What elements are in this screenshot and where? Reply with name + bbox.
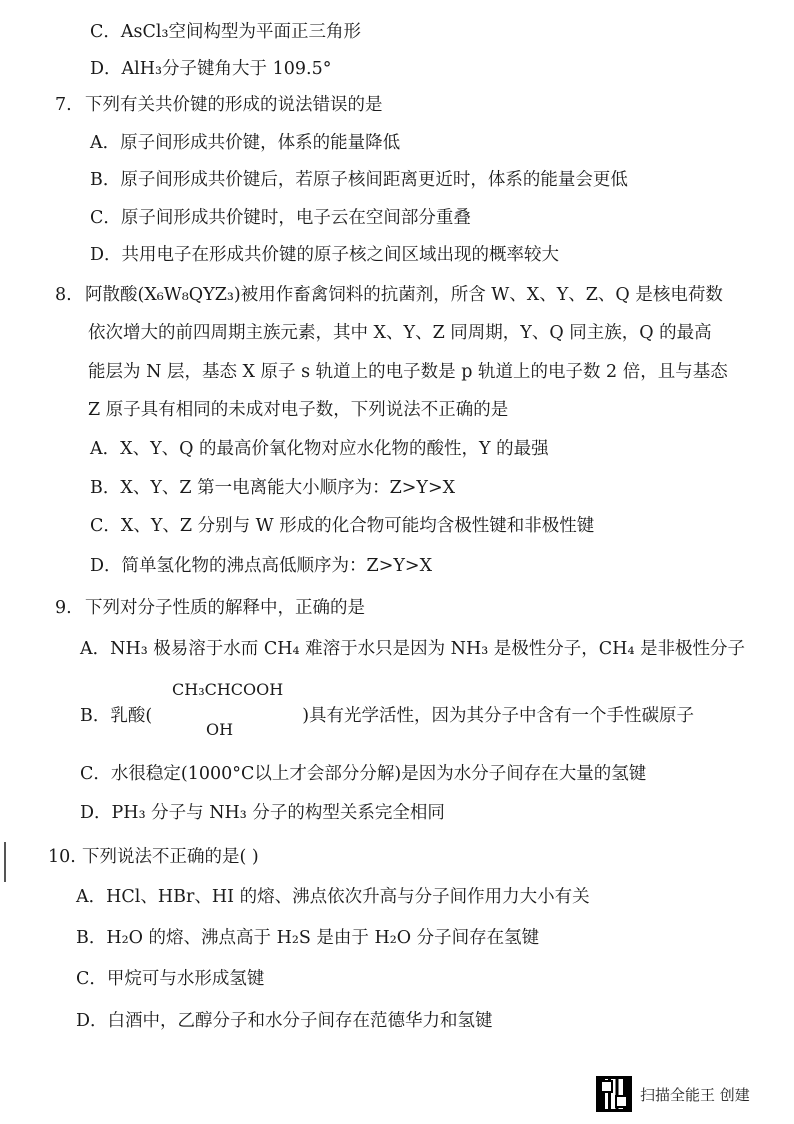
q10-option-d: D．白酒中，乙醇分子和水分子间存在范德华力和氢键	[76, 1011, 493, 1031]
q9-option-b-prefix: B．乳酸(	[80, 706, 153, 726]
q8-stem-line3: 能层为 N 层，基态 X 原子 s 轨道上的电子数是 p 轨道上的电子数 2 倍，且与基态	[88, 362, 728, 382]
q8-option-b: B．X、Y、Z 第一电离能大小顺序为：Z>Y>X	[90, 478, 456, 498]
q7-stem	[55, 93, 383, 117]
scanner-watermark	[596, 1074, 750, 1114]
q9-option-c: C．水很稳定(1000°C以上才会部分分解)是因为水分子间存在大量的氢键	[80, 764, 647, 784]
q9-option-b-text	[80, 702, 694, 727]
margin-mark	[4, 842, 6, 882]
qr-code-icon	[596, 1076, 632, 1112]
q9-option-b	[80, 680, 794, 740]
q9-number: 9.	[55, 598, 72, 618]
q8-stem-line1	[55, 283, 723, 307]
q9-option-a: A．NH₃ 极易溶于水而 CH₄ 难溶于水只是因为 NH₃ 是极性分子，CH₄ 是非极性分子	[80, 639, 746, 659]
q10-stem	[48, 845, 259, 869]
q9-option-b-suffix: )具有光学活性，因为其分子中含有一个手性碳原子	[302, 706, 695, 726]
q8-stem-text-1: 阿散酸(X₆W₈QYZ₃)被用作畜禽饲料的抗菌剂，所含 W、X、Y、Z、Q 是核电荷数	[85, 285, 723, 305]
q9-option-d: D．PH₃ 分子与 NH₃ 分子的构型关系完全相同	[80, 803, 445, 823]
q9-stem	[55, 596, 365, 620]
q7-option-d: D．共用电子在形成共价键的原子核之间区域出现的概率较大	[90, 245, 560, 265]
lactic-acid-formula-main: CH₃CHCOOH	[172, 680, 284, 699]
q6-option-d: D．AlH₃分子键角大于 109.5°	[90, 59, 332, 79]
q6-option-c: C．AsCl₃空间构型为平面正三角形	[90, 22, 362, 42]
q8-stem-line4: Z 原子具有相同的未成对电子数，下列说法不正确的是	[88, 400, 509, 420]
q10-option-c: C．甲烷可与水形成氢键	[76, 969, 265, 989]
q8-option-c: C．X、Y、Z 分别与 W 形成的化合物可能均含极性键和非极性键	[90, 516, 595, 536]
q10-number: 10.	[48, 847, 76, 867]
q8-number: 8.	[55, 285, 72, 305]
q7-option-a: A．原子间形成共价键，体系的能量降低	[90, 133, 401, 153]
watermark-text: 扫描全能王 创建	[640, 1085, 750, 1104]
lactic-acid-formula-oh: OH	[206, 720, 234, 739]
q7-number: 7.	[55, 95, 72, 115]
q7-option-b: B．原子间形成共价键后，若原子核间距离更近时，体系的能量会更低	[90, 170, 628, 190]
q8-option-d: D．简单氢化物的沸点高低顺序为：Z>Y>X	[90, 556, 433, 576]
q7-option-c: C．原子间形成共价键时，电子云在空间部分重叠	[90, 208, 471, 228]
q10-option-b: B．H₂O 的熔、沸点高于 H₂S 是由于 H₂O 分子间存在氢键	[76, 928, 540, 948]
q10-stem-text: 下列说法不正确的是( )	[82, 847, 259, 867]
q10-option-a: A．HCl、HBr、HI 的熔、沸点依次升高与分子间作用力大小有关	[76, 887, 590, 907]
q8-option-a: A．X、Y、Q 的最高价氧化物对应水化物的酸性，Y 的最强	[90, 439, 549, 459]
q7-stem-text: 下列有关共价键的形成的说法错误的是	[85, 95, 383, 115]
q8-stem-line2: 依次增大的前四周期主族元素，其中 X、Y、Z 同周期，Y、Q 同主族，Q 的最高	[88, 323, 712, 343]
q9-stem-text: 下列对分子性质的解释中，正确的是	[85, 598, 365, 618]
